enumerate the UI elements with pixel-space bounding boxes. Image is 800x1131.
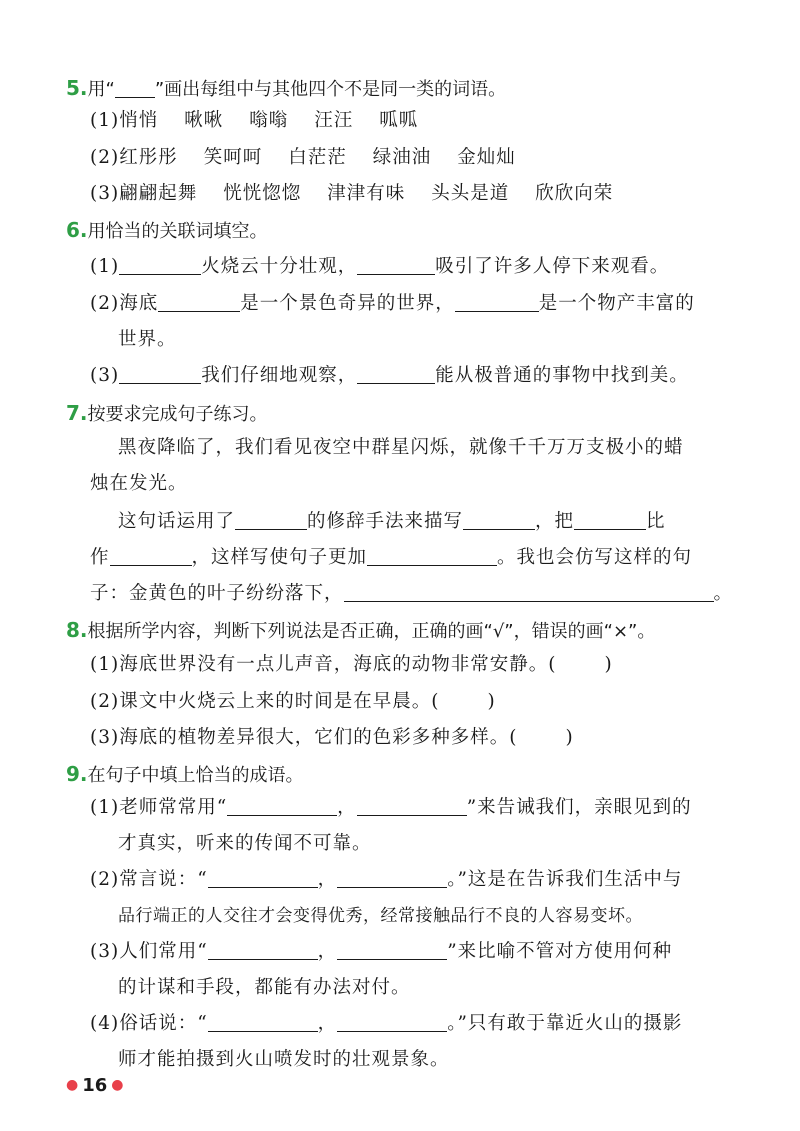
q5-group-3: (3)翩翩起舞 恍恍惚惚 津津有味 头头是道 欣欣向荣 [90,183,614,204]
q6-item-3: (3) 我们仔细地观察， 能从极普通的事物中找到美。 [90,365,689,386]
blank-input[interactable] [463,509,535,530]
blank-input[interactable] [455,291,539,312]
q6-item-1: (1) 火烧云十分壮观， 吸引了许多人停下来观看。 [90,256,670,277]
q7-prompt: 7.按要求完成句子练习。 [66,401,268,425]
q5-word[interactable]: 翩翩起舞 [119,183,198,204]
q9-item-2-cont: 品行端正的人交往才会变得优秀，经常接触品行不良的人容易变坏。 [118,906,643,926]
blank-input[interactable] [119,254,201,275]
q5-word[interactable]: 汪汪 [314,110,354,131]
q5-word[interactable]: 欣欣向荣 [535,183,614,204]
blank-input[interactable] [367,545,497,566]
q6-item-2: (2)海底 是一个景色奇异的世界， 是一个物产丰富的 [90,293,695,314]
blank-input[interactable] [337,867,447,888]
q5-prompt: 5.用“ ”画出每组中与其他四个不是同一类的词语。 [66,76,507,100]
q7-task-line-1: 这句话运用了 的修辞手法来描写 ，把 比 [118,511,666,532]
q5-word[interactable]: 绿油油 [372,147,432,168]
q7-number: 7. [66,401,88,425]
q9-prompt: 9.在句子中填上恰当的成语。 [66,762,304,786]
blank-input[interactable] [208,1011,318,1032]
q8-item-1: (1)海底世界没有一点儿声音，海底的动物非常安静。( ) [90,654,613,675]
q6-item-2-cont: 世界。 [118,329,177,350]
q9-item-4: (4)俗话说：“ ， 。”只有敢于靠近火山的摄影 [90,1013,683,1034]
q5-group-2: (2)红彤彤 笑呵呵 白茫茫 绿油油 金灿灿 [90,147,516,168]
blank-input[interactable] [110,545,192,566]
q5-word[interactable]: 笑呵呵 [203,147,263,168]
q9-item-1: (1)老师常常用“ ， ”来告诫我们，亲眼见到的 [90,797,692,818]
q6-number: 6. [66,218,88,242]
blank-input[interactable] [235,509,307,530]
q8-item-3: (3)海底的植物差异很大，它们的色彩多种多样。( ) [90,727,574,748]
q5-word[interactable]: 恍恍惚惚 [223,183,302,204]
q5-word[interactable]: 悄悄 [119,110,159,131]
dot-icon: ● [111,1077,124,1093]
q9-item-3-cont: 的计谋和手段，都能有办法对付。 [118,977,411,998]
q5-word[interactable]: 呱呱 [379,110,419,131]
q5-word[interactable]: 啾啾 [184,110,224,131]
blank-input[interactable] [119,363,201,384]
blank-input[interactable] [337,1011,447,1032]
blank-input[interactable] [344,581,714,602]
q5-word[interactable]: 津津有味 [327,183,406,204]
blank-input[interactable] [208,867,318,888]
q7-task-line-3: 子：金黄色的叶子纷纷落下， 。 [90,583,734,604]
blank-input[interactable] [208,939,318,960]
q5-word[interactable]: 嗡嗡 [249,110,289,131]
q8-prompt: 8.根据所学内容，判断下列说法是否正确，正确的画“√”，错误的画“×”。 [66,618,656,642]
q5-underline-sample [115,77,155,98]
q8-number: 8. [66,618,88,642]
q5-group-1: (1)悄悄 啾啾 嗡嗡 汪汪 呱呱 [90,110,419,131]
q7-sentence-line-2: 烛在发光。 [90,473,188,494]
q5-word[interactable]: 头头是道 [431,183,510,204]
q5-word[interactable]: 红彤彤 [119,147,178,168]
q9-item-1-cont: 才真实，听来的传闻不可靠。 [118,833,372,854]
q5-number: 5. [66,76,88,100]
blank-input[interactable] [574,509,646,530]
blank-input[interactable] [357,254,435,275]
blank-input[interactable] [337,939,447,960]
blank-input[interactable] [227,795,337,816]
dot-icon: ● [66,1077,79,1093]
q7-task-line-2: 作 ，这样写使句子更加 。我也会仿写这样的句 [90,547,693,568]
q6-prompt: 6.用恰当的关联词填空。 [66,218,268,242]
q5-word[interactable]: 白茫茫 [288,147,347,168]
q7-sentence-line-1: 黑夜降临了，我们看见夜空中群星闪烁，就像千千万万支极小的蜡 [118,437,684,458]
blank-input[interactable] [357,363,435,384]
q9-item-3: (3)人们常用“ ， ”来比喻不管对方使用何种 [90,941,673,962]
page-number: ● 16 ● [66,1075,124,1096]
q9-item-2: (2)常言说：“ ， 。”这是在告诉我们生活中与 [90,869,683,890]
blank-input[interactable] [357,795,467,816]
q9-item-4-cont: 师才能拍摄到火山喷发时的壮观景象。 [118,1049,450,1070]
q9-number: 9. [66,762,88,786]
blank-input[interactable] [158,291,240,312]
q5-word[interactable]: 金灿灿 [457,147,516,168]
q8-item-2: (2)课文中火烧云上来的时间是在早晨。( ) [90,691,496,712]
